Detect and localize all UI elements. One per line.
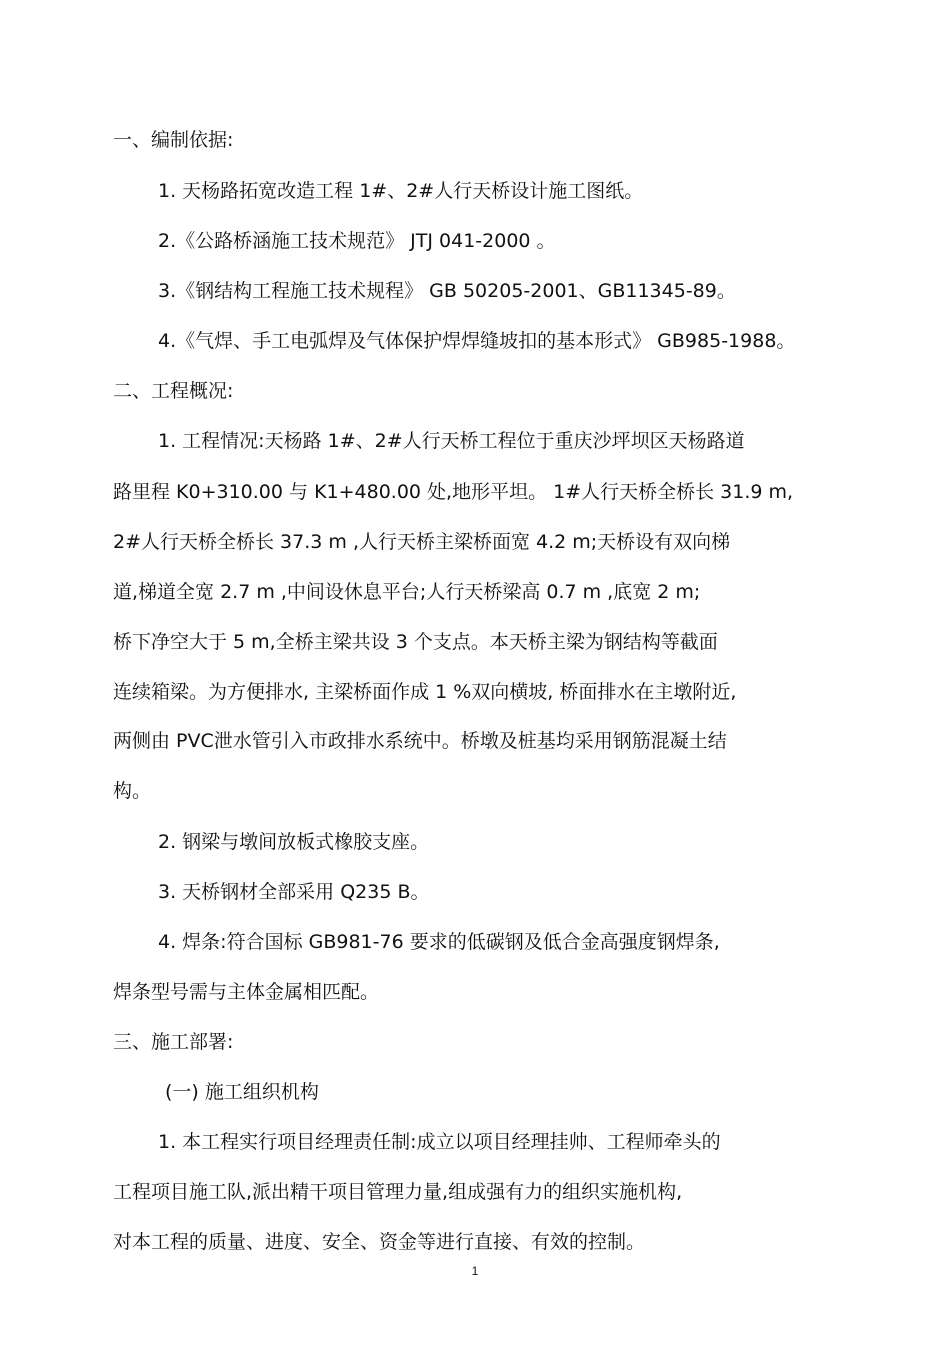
basis-item-4: 4.《气焊、手工电弧焊及气体保护焊焊缝坡扣的基本形式》 GB985-1988。	[158, 330, 796, 352]
overview-paragraph-line: 连续箱梁。为方便排水, 主梁桥面作成 1 %双向横坡, 桥面排水在主墩附近,	[113, 681, 737, 703]
section-heading-1: 一、编制依据:	[113, 129, 234, 151]
overview-paragraph-line: 两侧由 PVC泄水管引入市政排水系统中。桥墩及桩基均采用钢筋混凝土结	[113, 730, 727, 752]
section-heading-3: 三、施工部署:	[113, 1031, 234, 1053]
overview-paragraph-line: 1. 工程情况:天杨路 1#、2#人行天桥工程位于重庆沙坪坝区天杨路道	[158, 430, 745, 452]
section-heading-2: 二、工程概况:	[113, 380, 234, 402]
overview-item-4-continuation: 焊条型号需与主体金属相匹配。	[113, 981, 380, 1003]
basis-item-3: 3.《钢结构工程施工技术规程》 GB 50205-2001、GB11345-89。	[158, 280, 736, 302]
overview-paragraph-line: 道,梯道全宽 2.7 m ,中间设休息平台;人行天桥梁高 0.7 m ,底宽 2 m;	[113, 581, 701, 603]
organization-paragraph-line: 1. 本工程实行项目经理责任制:成立以项目经理挂帅、工程师牵头的	[158, 1131, 721, 1153]
overview-paragraph-line: 桥下净空大于 5 m,全桥主梁共设 3 个支点。本天桥主梁为钢结构等截面	[113, 631, 718, 653]
overview-item-4: 4. 焊条:符合国标 GB981-76 要求的低碳钢及低合金高强度钢焊条,	[158, 931, 720, 953]
overview-item-2: 2. 钢梁与墩间放板式橡胶支座。	[158, 831, 430, 853]
page-number: 1	[471, 1264, 479, 1278]
organization-paragraph-line: 对本工程的质量、进度、安全、资金等进行直接、有效的控制。	[113, 1231, 646, 1253]
basis-item-1: 1. 天杨路拓宽改造工程 1#、2#人行天桥设计施工图纸。	[158, 180, 644, 202]
overview-item-3: 3. 天桥钢材全部采用 Q235 B。	[158, 881, 430, 903]
basis-item-2: 2.《公路桥涵施工技术规范》 JTJ 041-2000 。	[158, 230, 556, 252]
overview-paragraph-line: 2#人行天桥全桥长 37.3 m ,人行天桥主梁桥面宽 4.2 m;天桥设有双向梯	[113, 531, 731, 553]
organization-paragraph-line: 工程项目施工队,派出精干项目管理力量,组成强有力的组织实施机构,	[113, 1181, 683, 1203]
overview-paragraph-line: 构。	[113, 780, 152, 802]
subsection-heading: (一) 施工组织机构	[165, 1081, 319, 1103]
overview-paragraph-line: 路里程 K0+310.00 与 K1+480.00 处,地形平坦。 1#人行天桥全桥长 31.9 m,	[113, 481, 794, 503]
